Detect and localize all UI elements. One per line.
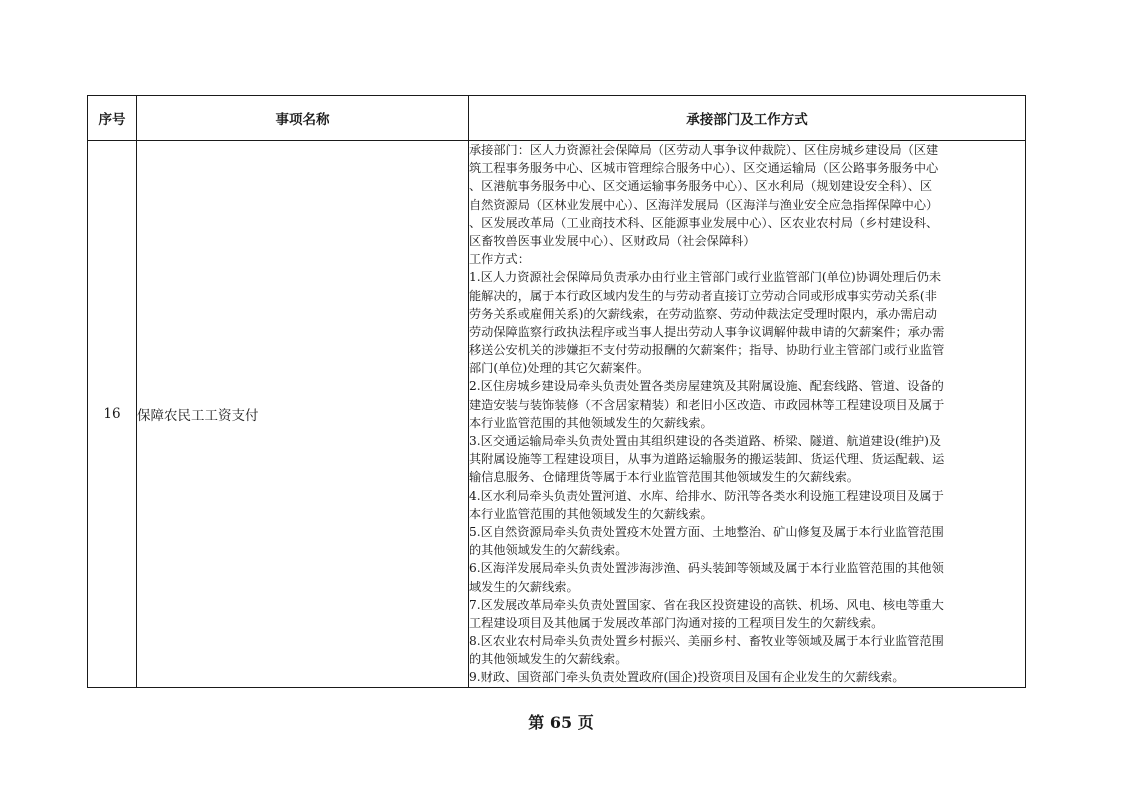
description-line: 工作方式：: [469, 252, 530, 267]
description-line: 本行业监管范围的其他领域发生的欠薪线索。: [469, 415, 713, 430]
description-line: 域发生的欠薪线索。: [469, 579, 579, 594]
header-department-and-method: 承接部门及工作方式: [469, 96, 1026, 141]
description-line: 、区港航事务服务中心、区交通运输事务服务中心）、区水利局（规划建设安全科）、区: [469, 179, 933, 194]
page-number: 第 65 页: [528, 713, 594, 732]
description-line: 区畜牧兽医事业发展中心）、区财政局（社会保障科）: [469, 233, 756, 248]
matters-table: [87, 95, 1026, 688]
table-header-row: [88, 96, 1026, 141]
table-row: [88, 141, 1026, 688]
description-line: 5.区自然资源局牵头负责处置疫木处置方面、土地整治、矿山修复及属于本行业监管范围: [469, 524, 944, 539]
description-line: 自然资源局（区林业发展中心）、区海洋发展局（区海洋与渔业安全应急指挥保障中心）: [469, 197, 939, 212]
description-line: 8.区农业农村局牵头负责处置乡村振兴、美丽乡村、畜牧业等领域及属于本行业监管范围: [469, 634, 944, 649]
description-line: 1.区人力资源社会保障局负责承办由行业主管部门或行业监管部门(单位)协调处理后仍未: [469, 270, 942, 285]
description-line: 承接部门：区人力资源社会保障局（区劳动人事争议仲裁院）、区住房城乡建设局（区建: [469, 143, 939, 157]
row-matter-name: 保障农民工工资支付: [137, 141, 469, 688]
description-line: 6.区海洋发展局牵头负责处置涉海涉渔、码头装卸等领域及属于本行业监管范围的其他领: [469, 561, 944, 576]
description-line: 能解决的，属于本行政区域内发生的与劳动者直接订立劳动合同或形成事实劳动关系(非: [469, 288, 937, 303]
description-line: 本行业监管范围的其他领域发生的欠薪线索。: [469, 506, 713, 521]
description-line: 部门(单位)处理的其它欠薪案件。: [469, 361, 650, 376]
description-line: 4.区水利局牵头负责处置河道、水库、给排水、防汛等各类水利设施工程建设项目及属于: [469, 488, 944, 503]
row-serial-number: 16: [88, 141, 137, 688]
description-line: 9.财政、国资部门牵头负责处置政府(国企)投资项目及国有企业发生的欠薪线索。: [469, 670, 905, 685]
description-line: 的其他领域发生的欠薪线索。: [469, 652, 628, 667]
description-line: 工程建设项目及其他属于发展改革部门沟通对接的工程项目发生的欠薪线索。: [469, 615, 884, 630]
description-line: 其附属设施等工程建设项目，从事为道路运输服务的搬运装卸、货运代理、货运配载、运: [469, 452, 945, 467]
description-lines: [469, 141, 1025, 687]
description-line: 劳动保障监察行政执法程序或当事人提出劳动人事争议调解仲裁申请的欠薪案件；承办需: [469, 324, 945, 339]
description-line: 2.区住房城乡建设局牵头负责处置各类房屋建筑及其附属设施、配套线路、管道、设备的: [469, 379, 944, 394]
description-line: 筑工程事务服务中心、区城市管理综合服务中心）、区交通运输局（区公路事务服务中心: [469, 161, 939, 176]
description-line: 输信息服务、仓储理货等属于本行业监管范围其他领域发生的欠薪线索。: [469, 470, 859, 485]
description-line: 移送公安机关的涉嫌拒不支付劳动报酬的欠薪案件；指导、协助行业主管部门或行业监管: [469, 343, 945, 358]
description-line: 建造安装与装饰装修（不含居家精装）和老旧小区改造、市政园林等工程建设项目及属于: [469, 397, 945, 412]
row-department-and-method: [469, 141, 1026, 688]
description-line: 的其他领域发生的欠薪线索。: [469, 543, 628, 558]
header-matter-name: 事项名称: [137, 96, 469, 141]
description-line: 劳务关系或雇佣关系)的欠薪线索，在劳动监察、劳动仲裁法定受理时限内，承办需启动: [469, 306, 937, 321]
description-line: 7.区发展改革局牵头负责处置国家、省在我区投资建设的高铁、机场、风电、核电等重大: [469, 597, 944, 612]
header-serial-number: 序号: [88, 96, 137, 141]
description-line: 、区发展改革局（工业商技术科、区能源事业发展中心）、区农业农村局（乡村建设科、: [469, 215, 939, 230]
description-line: 3.区交通运输局牵头负责处置由其组织建设的各类道路、桥梁、隧道、航道建设(维护)及: [469, 434, 942, 448]
